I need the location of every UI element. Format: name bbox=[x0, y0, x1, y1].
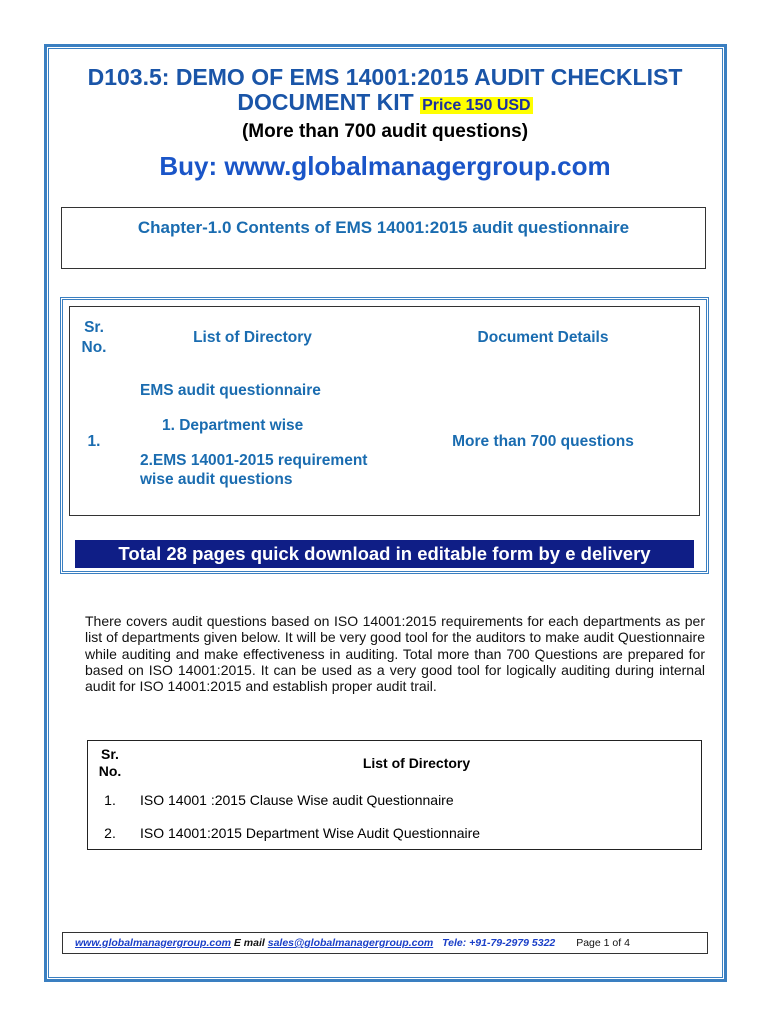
row-sr-label: 1. bbox=[87, 432, 101, 450]
row-1-item: ISO 14001 :2015 Clause Wise audit Questionnaire bbox=[140, 792, 454, 808]
row-sr-no bbox=[70, 368, 118, 515]
header-document-details bbox=[387, 307, 699, 368]
page-footer bbox=[62, 932, 708, 954]
table-row bbox=[88, 816, 132, 849]
document-title-line2 bbox=[50, 89, 720, 119]
list-header-sr-no bbox=[88, 741, 132, 784]
row-list-content bbox=[140, 381, 380, 489]
header-details-label: Document Details bbox=[477, 328, 609, 346]
document-title-line1: D103.5: DEMO OF EMS 14001:2015 AUDIT CHECKLIST bbox=[87, 64, 683, 90]
footer-email-label: E mail bbox=[233, 937, 265, 949]
chapter-box bbox=[61, 207, 706, 269]
description-paragraph: There covers audit questions based on ISO 14001:2015 requirements for each departments as per list of departments given below. It will be very good tool for the auditors to make audit Questionnaire while auditing and make effectiveness in auditing. Total more than 700 Questions are prepared for based on ISO 14001:2015. It can be used as a very good tool for logically auditing during internal audit for ISO 14001:2015 and establish proper audit trail. bbox=[85, 613, 705, 695]
document-title-kit: DOCUMENT KIT bbox=[237, 89, 414, 115]
footer-website-link[interactable]: www.globalmanagergroup.com bbox=[75, 937, 231, 949]
row-2-item: ISO 14001:2015 Department Wise Audit Questionnaire bbox=[140, 824, 481, 841]
chapter-title: Chapter-1.0 Contents of EMS 14001:2015 audit questionnaire bbox=[137, 218, 630, 237]
total-pages-banner: Total 28 pages quick download in editable form by e delivery bbox=[75, 540, 694, 568]
row-details-label: More than 700 questions bbox=[452, 432, 634, 450]
row-list-of-directory bbox=[118, 368, 387, 515]
list-header-sr-label: Sr. No. bbox=[98, 745, 122, 779]
directory-table bbox=[69, 306, 700, 516]
header-sr-no-label: Sr. No. bbox=[81, 318, 107, 356]
subtitle: (More than 700 audit questions) bbox=[241, 121, 529, 142]
table-row bbox=[88, 784, 132, 816]
header-sr-no bbox=[70, 307, 118, 368]
buy-link[interactable]: Buy: www.globalmanagergroup.com bbox=[159, 151, 611, 181]
table-row bbox=[132, 784, 701, 816]
directory-section bbox=[60, 297, 709, 574]
item-title: EMS audit questionnaire bbox=[140, 382, 321, 399]
price-badge: Price 150 USD bbox=[422, 97, 531, 114]
item-requirement-wise: 2.EMS 14001-2015 requirement wise audit questions bbox=[140, 452, 368, 488]
list-header-directory bbox=[132, 741, 701, 784]
list-header-directory-label: List of Directory bbox=[362, 754, 471, 771]
footer-page-number: Page 1 of 4 bbox=[576, 937, 630, 949]
footer-email-link[interactable]: sales@globalmanagergroup.com bbox=[267, 937, 434, 949]
header-list-of-directory bbox=[118, 307, 387, 368]
list-of-directory-table bbox=[87, 740, 702, 850]
header-list-label: List of Directory bbox=[193, 328, 312, 346]
row-document-details bbox=[387, 368, 699, 515]
footer-telephone: Tele: +91-79-2979 5322 bbox=[442, 937, 556, 949]
row-1-sr: 1. bbox=[104, 792, 116, 808]
item-department-wise: 1. Department wise bbox=[162, 417, 304, 434]
row-2-sr: 2. bbox=[104, 824, 116, 841]
table-row bbox=[132, 816, 701, 849]
